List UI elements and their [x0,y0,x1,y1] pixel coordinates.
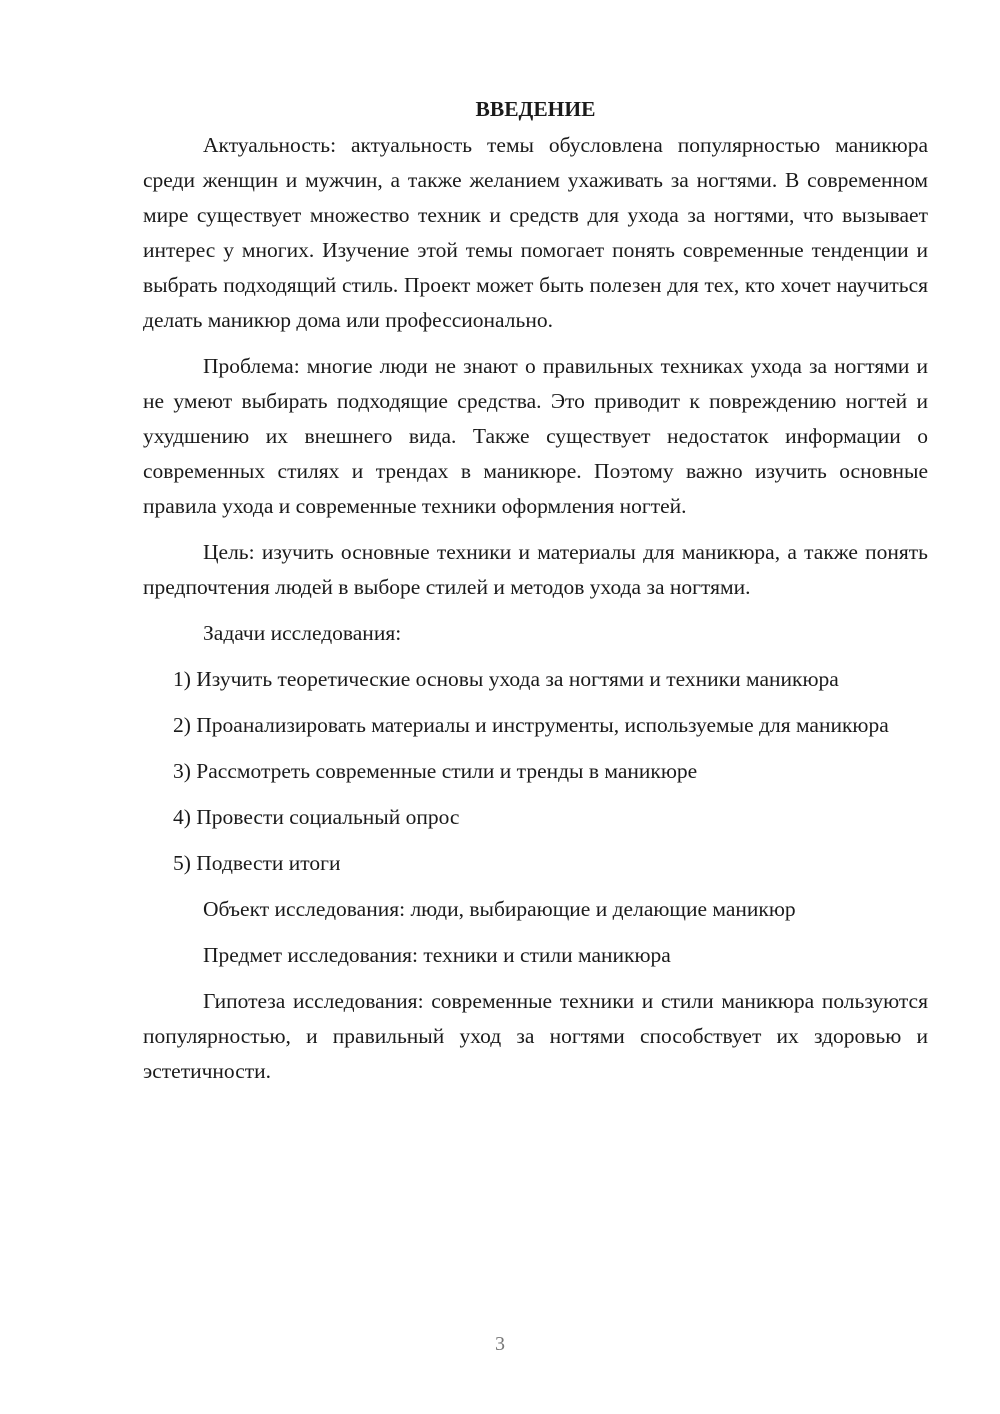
goal-paragraph: Цель: изучить основные техники и материалы для маникюра, а также понять предпочтения людей в выборе стилей и методов ухода за ногтями. [143,540,928,599]
subject-paragraph: Предмет исследования: техники и стили маникюра [203,943,671,967]
task-item: 2) Проанализировать материалы и инструменты, используемые для маникюра [173,713,889,737]
page-number: 3 [495,1333,505,1355]
object-paragraph: Объект исследования: люди, выбирающие и делающие маникюр [203,897,796,921]
task-item: 4) Провести социальный опрос [173,805,460,829]
relevance-paragraph: Актуальность: актуальность темы обусловлена популярностью маникюра среди женщин и мужчин, а также желанием ухаживать за ногтями. В современном мире существует множество техник и средств для ухода за ногтями, что вызывает интерес у многих. Изучение этой темы помогает понять современные тенденции и выбрать подходящий стиль. Проект может быть полезен для тех, кто хочет научиться делать маникюр дома или профессионально. [143,133,928,332]
task-item: 3) Рассмотреть современные стили и тренды в маникюре [173,759,698,783]
hypothesis-paragraph: Гипотеза исследования: современные техники и стили маникюра пользуются популярностью, и правильный уход за ногтями способствует их здоровью и эстетичности. [143,989,928,1083]
task-item: 1) Изучить теоретические основы ухода за ногтями и техники маникюра [173,667,839,691]
section-title: ВВЕДЕНИЕ [475,97,596,121]
tasks-heading: Задачи исследования: [203,621,402,645]
problem-paragraph: Проблема: многие люди не знают о правильных техниках ухода за ногтями и не умеют выбирать подходящие средства. Это приводит к повреждению ногтей и ухудшению их внешнего вида. Также существует недостаток информации о современных стилях и трендах в маникюре. Поэтому важно изучить основные правила ухода и современные техники оформления ногтей. [143,354,928,518]
document-page [143,92,928,1100]
task-item: 5) Подвести итоги [173,851,341,875]
